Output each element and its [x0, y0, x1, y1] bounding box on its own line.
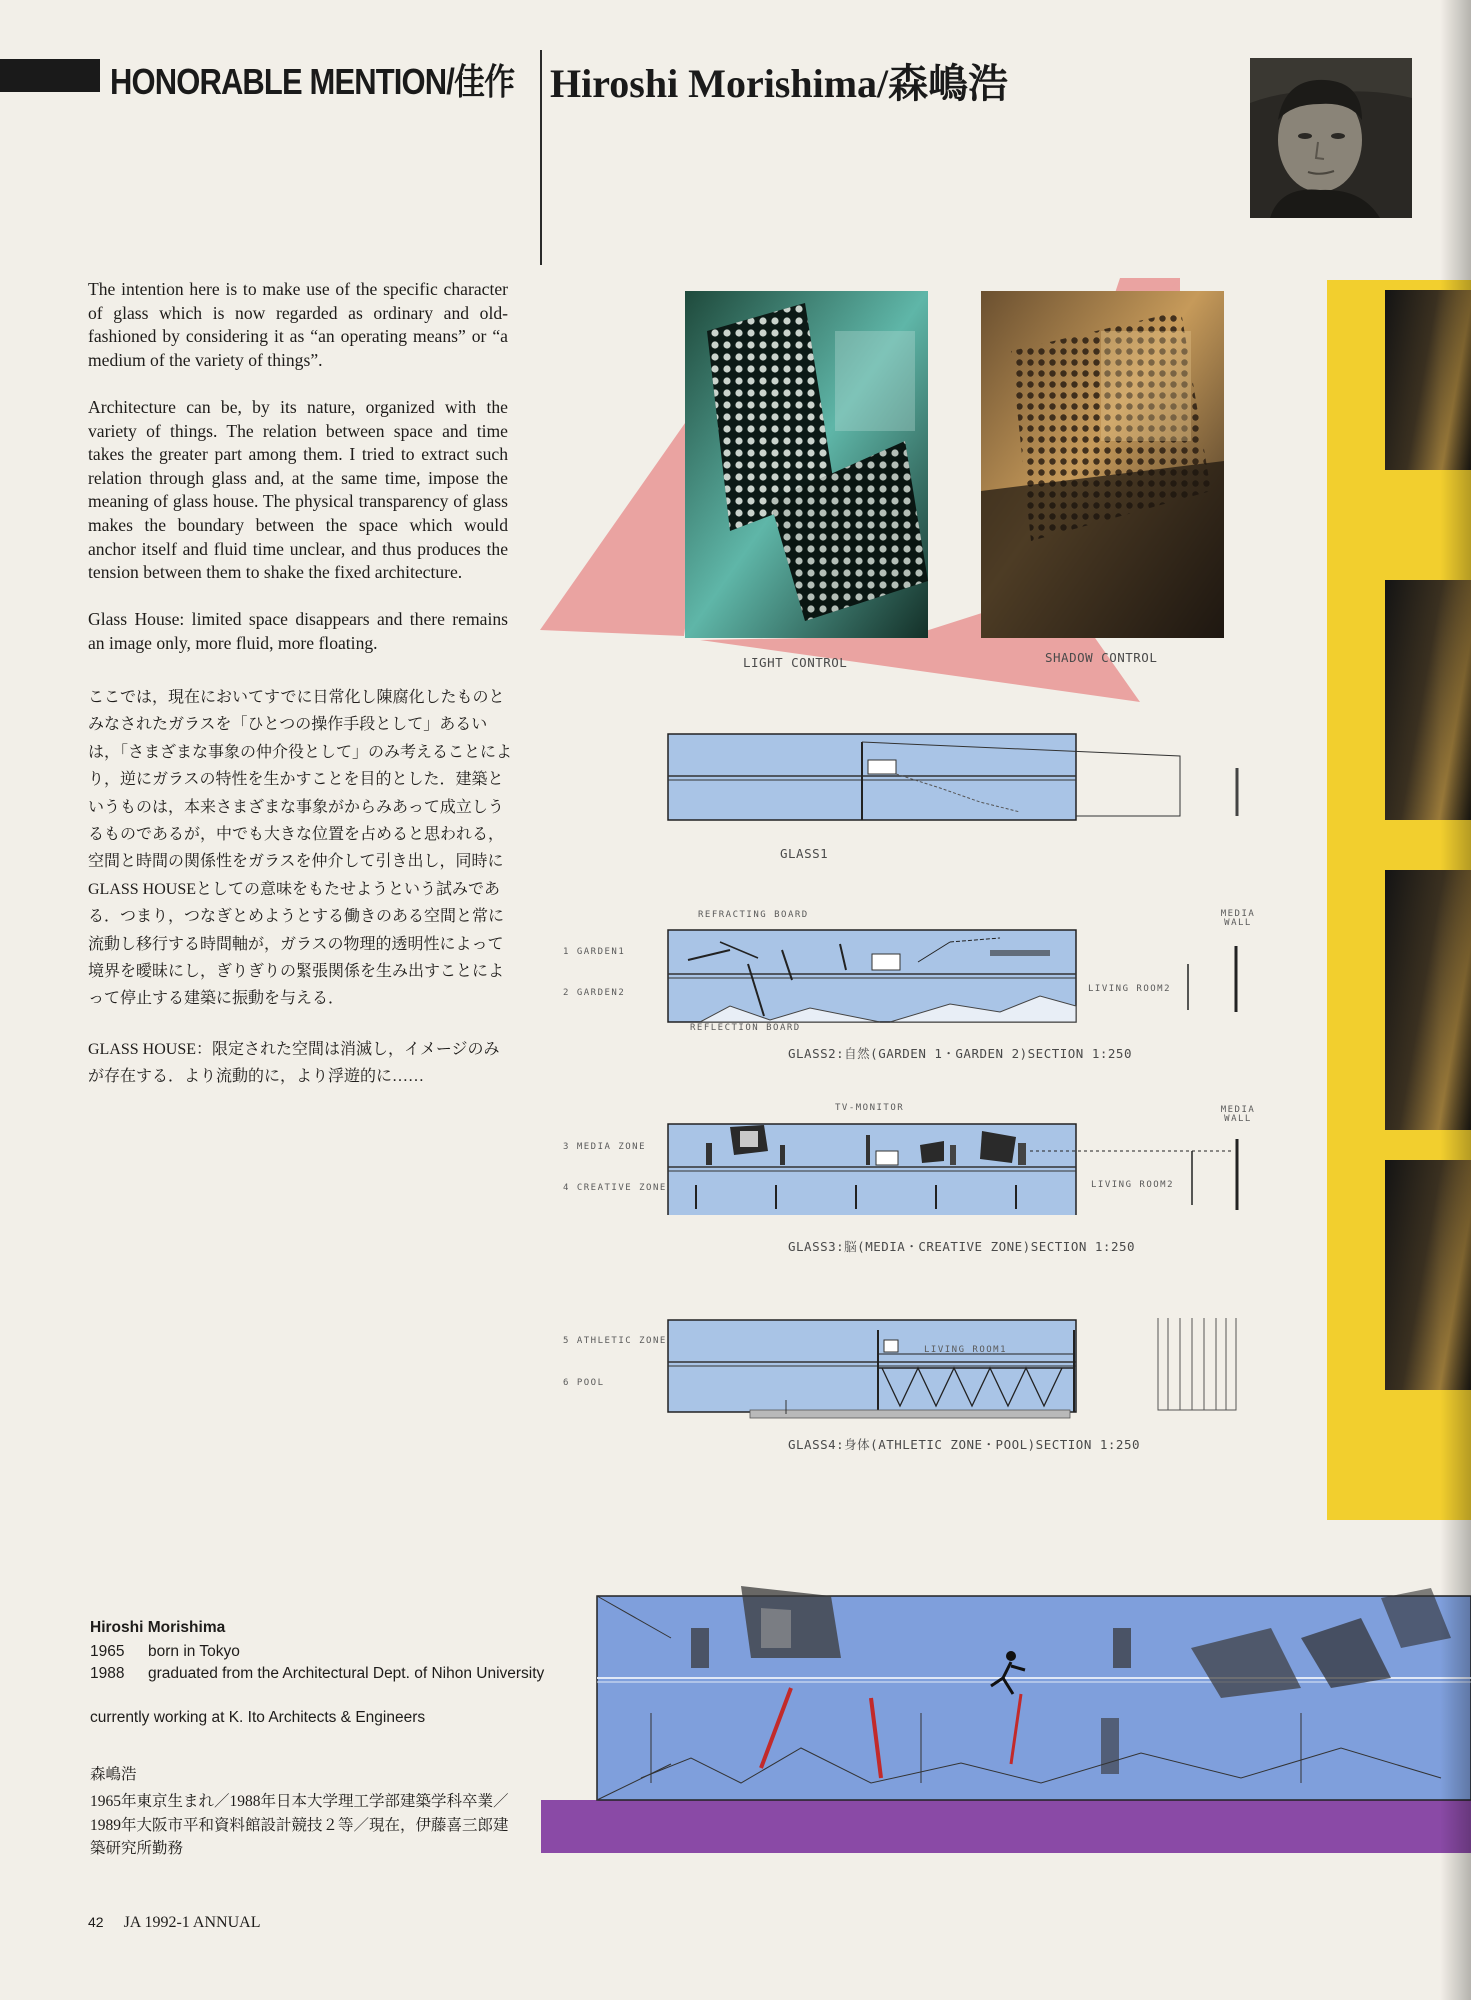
header-bar-decoration	[0, 59, 100, 92]
glass3-section-drawing	[660, 1115, 1260, 1215]
glass-house-paragraph: Glass House: limited space disappears and there remains an image only, more fluid, more floating.	[88, 609, 508, 653]
header-divider	[540, 50, 542, 265]
bio-japanese-name: 森嶋浩	[90, 1766, 137, 1783]
glass4-caption: GLASS4:身体(ATHLETIC ZONE・POOL)SECTION 1:250	[788, 1437, 1140, 1452]
page-number: 42	[88, 1914, 104, 1930]
light-control-caption: LIGHT CONTROL	[743, 655, 848, 670]
glass4-section-drawing	[660, 1310, 1260, 1420]
bio-current: currently working at K. Ito Architects & Engineers	[90, 1709, 426, 1726]
architecture-paragraph: Architecture can be, by its nature, organized with the variety of things. The relation between space and time takes the greater part among them. I tried to extract such relation through glass and, at the same time, impose the meaning of glass house. The physical transparency of glass makes the boundary between the space which would anchor itself and fluid time unclear, and thus produces the tension between them to shake the fixed architecture.	[88, 397, 508, 583]
bio-text: born in Tokyo	[148, 1643, 240, 1660]
bio-year: 1988	[90, 1665, 125, 1682]
bio-name: Hiroshi Morishima	[90, 1619, 226, 1636]
tv-monitor-label: TV-MONITOR	[835, 1103, 905, 1113]
bio-japanese-text: 1965年東京生まれ／1988年日本大学理工学部建築学科卒業／1989年大阪市平和資料館設計競技２等／現在，伊藤喜三郎建築研究所勤務	[90, 1793, 509, 1857]
architect-name-heading: Hiroshi Morishima/森嶋浩	[550, 61, 1009, 106]
glass3-caption: GLASS3:脳(MEDIA・CREATIVE ZONE)SECTION 1:250	[788, 1239, 1136, 1254]
glass1-section-drawing	[660, 728, 1260, 828]
architect-portrait-photo	[1250, 58, 1412, 218]
living-room2-label: LIVING ROOM2	[1088, 984, 1172, 994]
shadow-control-photo	[981, 291, 1224, 638]
shadow-control-caption: SHADOW CONTROL	[1045, 650, 1158, 665]
award-heading: HONORABLE MENTION/佳作	[110, 61, 515, 102]
pool-label: 6 POOL	[563, 1378, 605, 1388]
perspective-view-drawing	[541, 1578, 1471, 1853]
bio-entry	[90, 1641, 610, 1663]
reflection-board-label: REFLECTION BOARD	[690, 1023, 801, 1033]
glass2-caption: GLASS2:自然(GARDEN 1・GARDEN 2)SECTION 1:250	[788, 1046, 1132, 1061]
bio-year: 1965	[90, 1643, 125, 1660]
living-room1-label: LIVING ROOM1	[924, 1345, 1008, 1355]
refracting-board-label: REFRACTING BOARD	[698, 910, 809, 920]
athletic-zone-label: 5 ATHLETIC ZONE	[563, 1336, 667, 1346]
light-control-photo	[685, 291, 928, 638]
intro-paragraph: The intention here is to make use of the specific character of glass which is now regarded as ordinary and old-fashioned by considering it as “an operating means” or “a medium of the variety of things”.	[88, 279, 508, 370]
japanese-glass-house-paragraph: GLASS HOUSE：限定された空間は消滅し，イメージのみが存在する．より流動的に，より浮遊的に……	[88, 1041, 500, 1086]
media-zone-label: 3 MEDIA ZONE	[563, 1142, 647, 1152]
glass2-section-drawing	[660, 920, 1260, 1030]
glass1-caption: GLASS1	[780, 846, 829, 861]
publication-name: JA 1992-1 ANNUAL	[123, 1914, 261, 1931]
creative-zone-label: 4 CREATIVE ZONE	[563, 1183, 667, 1193]
japanese-paragraph: ここでは，現在においてすでに日常化し陳腐化したものとみなされたガラスを「ひとつの操作手段として」あるいは，「さまざまな事象の仲介役として」のみ考えることにより，逆にガラスの特性を生かすことを目的とした．建築というものは，本来さまざまな事象がからみあって成立しうるものであるが，中でも大きな位置を占めると思われる，空間と時間の関係性をガラスを仲介して引き出し，同時にGLASS HOUSEとしての意味をもたせようという試みである．つまり，つなぎとめようとする働きのある空間と常に流動し移行する時間軸が，ガラスの物理的透明性によって境界を曖昧にし，ぎりぎりの緊張関係を生み出すことによって停止する建築に振動を与える．	[88, 689, 513, 1008]
page-footer	[88, 1914, 260, 1932]
bio-entry	[90, 1663, 610, 1707]
living-room2-label-2: LIVING ROOM2	[1091, 1180, 1175, 1190]
garden2-label: 2 GARDEN2	[563, 988, 626, 998]
media-wall-label-2: MEDIA WALL	[1220, 1105, 1256, 1124]
media-wall-label: MEDIA WALL	[1220, 909, 1256, 928]
bio-text: graduated from the Architectural Dept. of Nihon University	[148, 1665, 545, 1682]
garden1-label: 1 GARDEN1	[563, 947, 626, 957]
page-gutter-shadow	[1440, 0, 1471, 2000]
